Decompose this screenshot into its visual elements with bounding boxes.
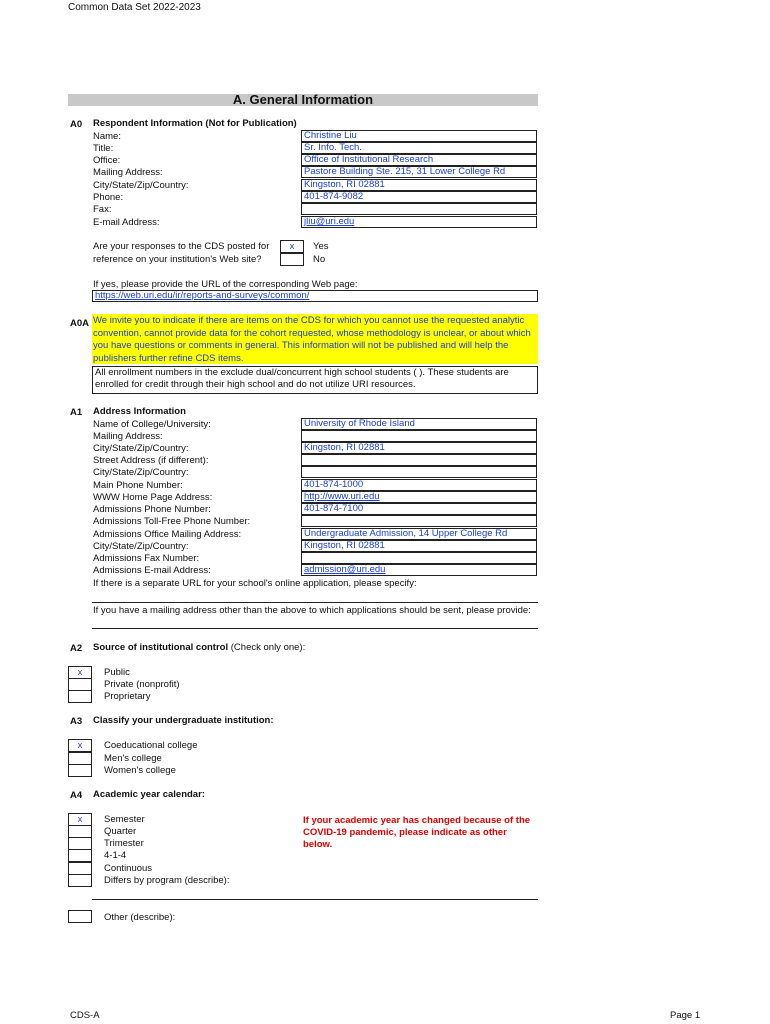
a2-heading: Source of institutional control — [93, 642, 229, 653]
a1-adm-email-field[interactable]: admission@uri.edu — [301, 564, 537, 576]
a0-label: Fax: — [93, 204, 112, 215]
a0-url-prompt: If yes, please provide the URL of the corresponding Web page: — [93, 279, 358, 290]
a3-coed-checkbox[interactable]: x — [68, 739, 92, 752]
a0-name-field[interactable]: Christine Liu — [301, 130, 537, 142]
a3-code: A3 — [70, 716, 83, 727]
a1-label: Admissions E-mail Address: — [93, 565, 211, 576]
a1-label: Admissions Office Mailing Address: — [93, 529, 242, 540]
a4-414-checkbox[interactable] — [68, 849, 92, 862]
a0a-code: A0A — [70, 318, 90, 329]
a0-email-field[interactable]: jliu@uri.edu — [301, 216, 537, 228]
a3-heading: Classify your undergraduate institution: — [93, 715, 274, 726]
a0-question-line2: reference on your institution's Web site? — [93, 254, 262, 265]
a1-label: Mailing Address: — [93, 431, 163, 442]
section-banner — [68, 94, 538, 106]
a1-web-field[interactable]: http://www.uri.edu — [301, 491, 537, 503]
a1-mailing-field-line[interactable] — [92, 628, 538, 629]
a1-label: WWW Home Page Address: — [93, 492, 213, 503]
a2-code: A2 — [70, 643, 83, 654]
a4-covid-note-line3: below. — [303, 839, 333, 850]
a0-url-field[interactable]: https://web.uri.edu/ir/reports-and-surveys/common/ — [92, 290, 538, 302]
a1-label: City/State/Zip/Country: — [93, 467, 189, 478]
document-header: Common Data Set 2022-2023 — [68, 2, 201, 13]
a0-label: Office: — [93, 155, 121, 166]
footer-page-number: Page 1 — [670, 1010, 701, 1021]
a0-title-field[interactable]: Sr. Info. Tech. — [301, 142, 537, 154]
a4-option-label: 4-1-4 — [104, 850, 127, 861]
a2-option-label: Public — [104, 667, 130, 678]
a1-college-field[interactable]: University of Rhode Island — [301, 418, 537, 430]
a1-online-app-field[interactable] — [92, 602, 538, 603]
a2-heading-note: (Check only one): — [230, 642, 306, 653]
a2-proprietary-checkbox[interactable] — [68, 690, 92, 703]
a4-option-label: Trimester — [104, 838, 144, 849]
a1-label: City/State/Zip/Country: — [93, 541, 189, 552]
a1-adm-phone-field[interactable]: 401-874-7100 — [301, 503, 537, 515]
a0-label: Title: — [93, 143, 114, 154]
a0-no-label: No — [313, 254, 326, 265]
a0-label: City/State/Zip/Country: — [93, 180, 189, 191]
a0-no-checkbox[interactable] — [280, 253, 304, 266]
a1-city2-field[interactable] — [301, 466, 537, 478]
a0-label: E-mail Address: — [93, 217, 160, 228]
a0-label: Phone: — [93, 192, 124, 203]
a4-covid-note-line1: If your academic year has changed because of the — [303, 815, 531, 826]
a4-covid-note-line2: COVID-19 pandemic, please indicate as other — [303, 827, 507, 838]
a0-heading: Respondent Information (Not for Publication) — [93, 118, 297, 129]
a0-yes-label: Yes — [313, 241, 329, 252]
a0-office-field[interactable]: Office of Institutional Research — [301, 154, 537, 166]
a0-yes-checkbox[interactable]: x — [280, 240, 304, 253]
a2-option-label: Private (nonprofit) — [104, 679, 180, 690]
a1-mailing-prompt: If you have a mailing address other than the above to which applications should be sent, please provide: — [93, 605, 531, 616]
a1-label: Main Phone Number: — [93, 480, 183, 491]
a1-label: Admissions Fax Number: — [93, 553, 200, 564]
a4-describe-line[interactable] — [92, 899, 538, 900]
a4-semester-checkbox[interactable]: x — [68, 813, 92, 826]
a1-adm-city-field[interactable]: Kingston, RI 02881 — [301, 540, 537, 552]
a1-label: City/State/Zip/Country: — [93, 443, 189, 454]
a1-label: Admissions Phone Number: — [93, 504, 211, 515]
a4-code: A4 — [70, 790, 83, 801]
a4-option-label: Quarter — [104, 826, 137, 837]
a0-question-line1: Are your responses to the CDS posted for — [93, 241, 270, 252]
a0-label: Name: — [93, 131, 121, 142]
a0-mailing-field[interactable]: Pastore Building Ste. 215, 31 Lower College Rd — [301, 166, 537, 178]
a4-option-label: Semester — [104, 814, 145, 825]
a4-other-checkbox[interactable] — [68, 910, 92, 923]
a2-option-label: Proprietary — [104, 691, 151, 702]
a0-phone-field[interactable]: 401-874-9082 — [301, 191, 537, 203]
a1-online-app-prompt: If there is a separate URL for your school's online application, please specify: — [93, 578, 417, 589]
a0-city-field[interactable]: Kingston, RI 02881 — [301, 179, 537, 191]
a0-fax-field[interactable] — [301, 203, 537, 215]
a1-city-field[interactable]: Kingston, RI 02881 — [301, 442, 537, 454]
a0a-comment-field[interactable]: All enrollment numbers in the exclude dual/concurrent high school students ( ). These students are enrolled for credit through their high school and do not utilize URI resources. — [92, 366, 538, 394]
a3-option-label: Coeducational college — [104, 740, 198, 751]
a1-main-phone-field[interactable]: 401-874-1000 — [301, 479, 537, 491]
a1-label: Name of College/University: — [93, 419, 211, 430]
a1-heading: Address Information — [93, 406, 186, 417]
a4-differs-checkbox[interactable] — [68, 874, 92, 887]
a4-option-label: Continuous — [104, 863, 153, 874]
a1-label: Street Address (if different): — [93, 455, 209, 466]
a1-street-field[interactable] — [301, 454, 537, 466]
a1-adm-mailing-field[interactable]: Undergraduate Admission, 14 Upper College Rd — [301, 528, 537, 540]
section-title: A. General Information — [232, 92, 374, 107]
a2-public-checkbox[interactable]: x — [68, 666, 92, 679]
a1-mailing-field[interactable] — [301, 430, 537, 442]
a2-heading-group — [93, 642, 305, 653]
a0a-invite-text: We invite you to indicate if there are items on the CDS for which you cannot use the requested analytic convention, cannot provide data for the cohort requested, whose methodology is unclear, or about which you have questions or comments in general. This information will not be published and will help the publishers further refine CDS items. — [93, 315, 531, 364]
a1-adm-fax-field[interactable] — [301, 552, 537, 564]
a1-label: Admissions Toll-Free Phone Number: — [93, 516, 251, 527]
a0-code: A0 — [70, 119, 83, 130]
a4-option-label: Differs by program (describe): — [104, 875, 230, 886]
a0-label: Mailing Address: — [93, 167, 163, 178]
a3-option-label: Women's college — [104, 765, 176, 776]
a4-heading: Academic year calendar: — [93, 789, 205, 800]
a4-other-label: Other (describe): — [104, 912, 176, 923]
footer-left: CDS-A — [70, 1010, 100, 1021]
a3-option-label: Men's college — [104, 753, 162, 764]
a0a-invitation — [92, 314, 538, 364]
a1-code: A1 — [70, 407, 83, 418]
a1-tollfree-field[interactable] — [301, 515, 537, 527]
a3-womens-checkbox[interactable] — [68, 764, 92, 777]
